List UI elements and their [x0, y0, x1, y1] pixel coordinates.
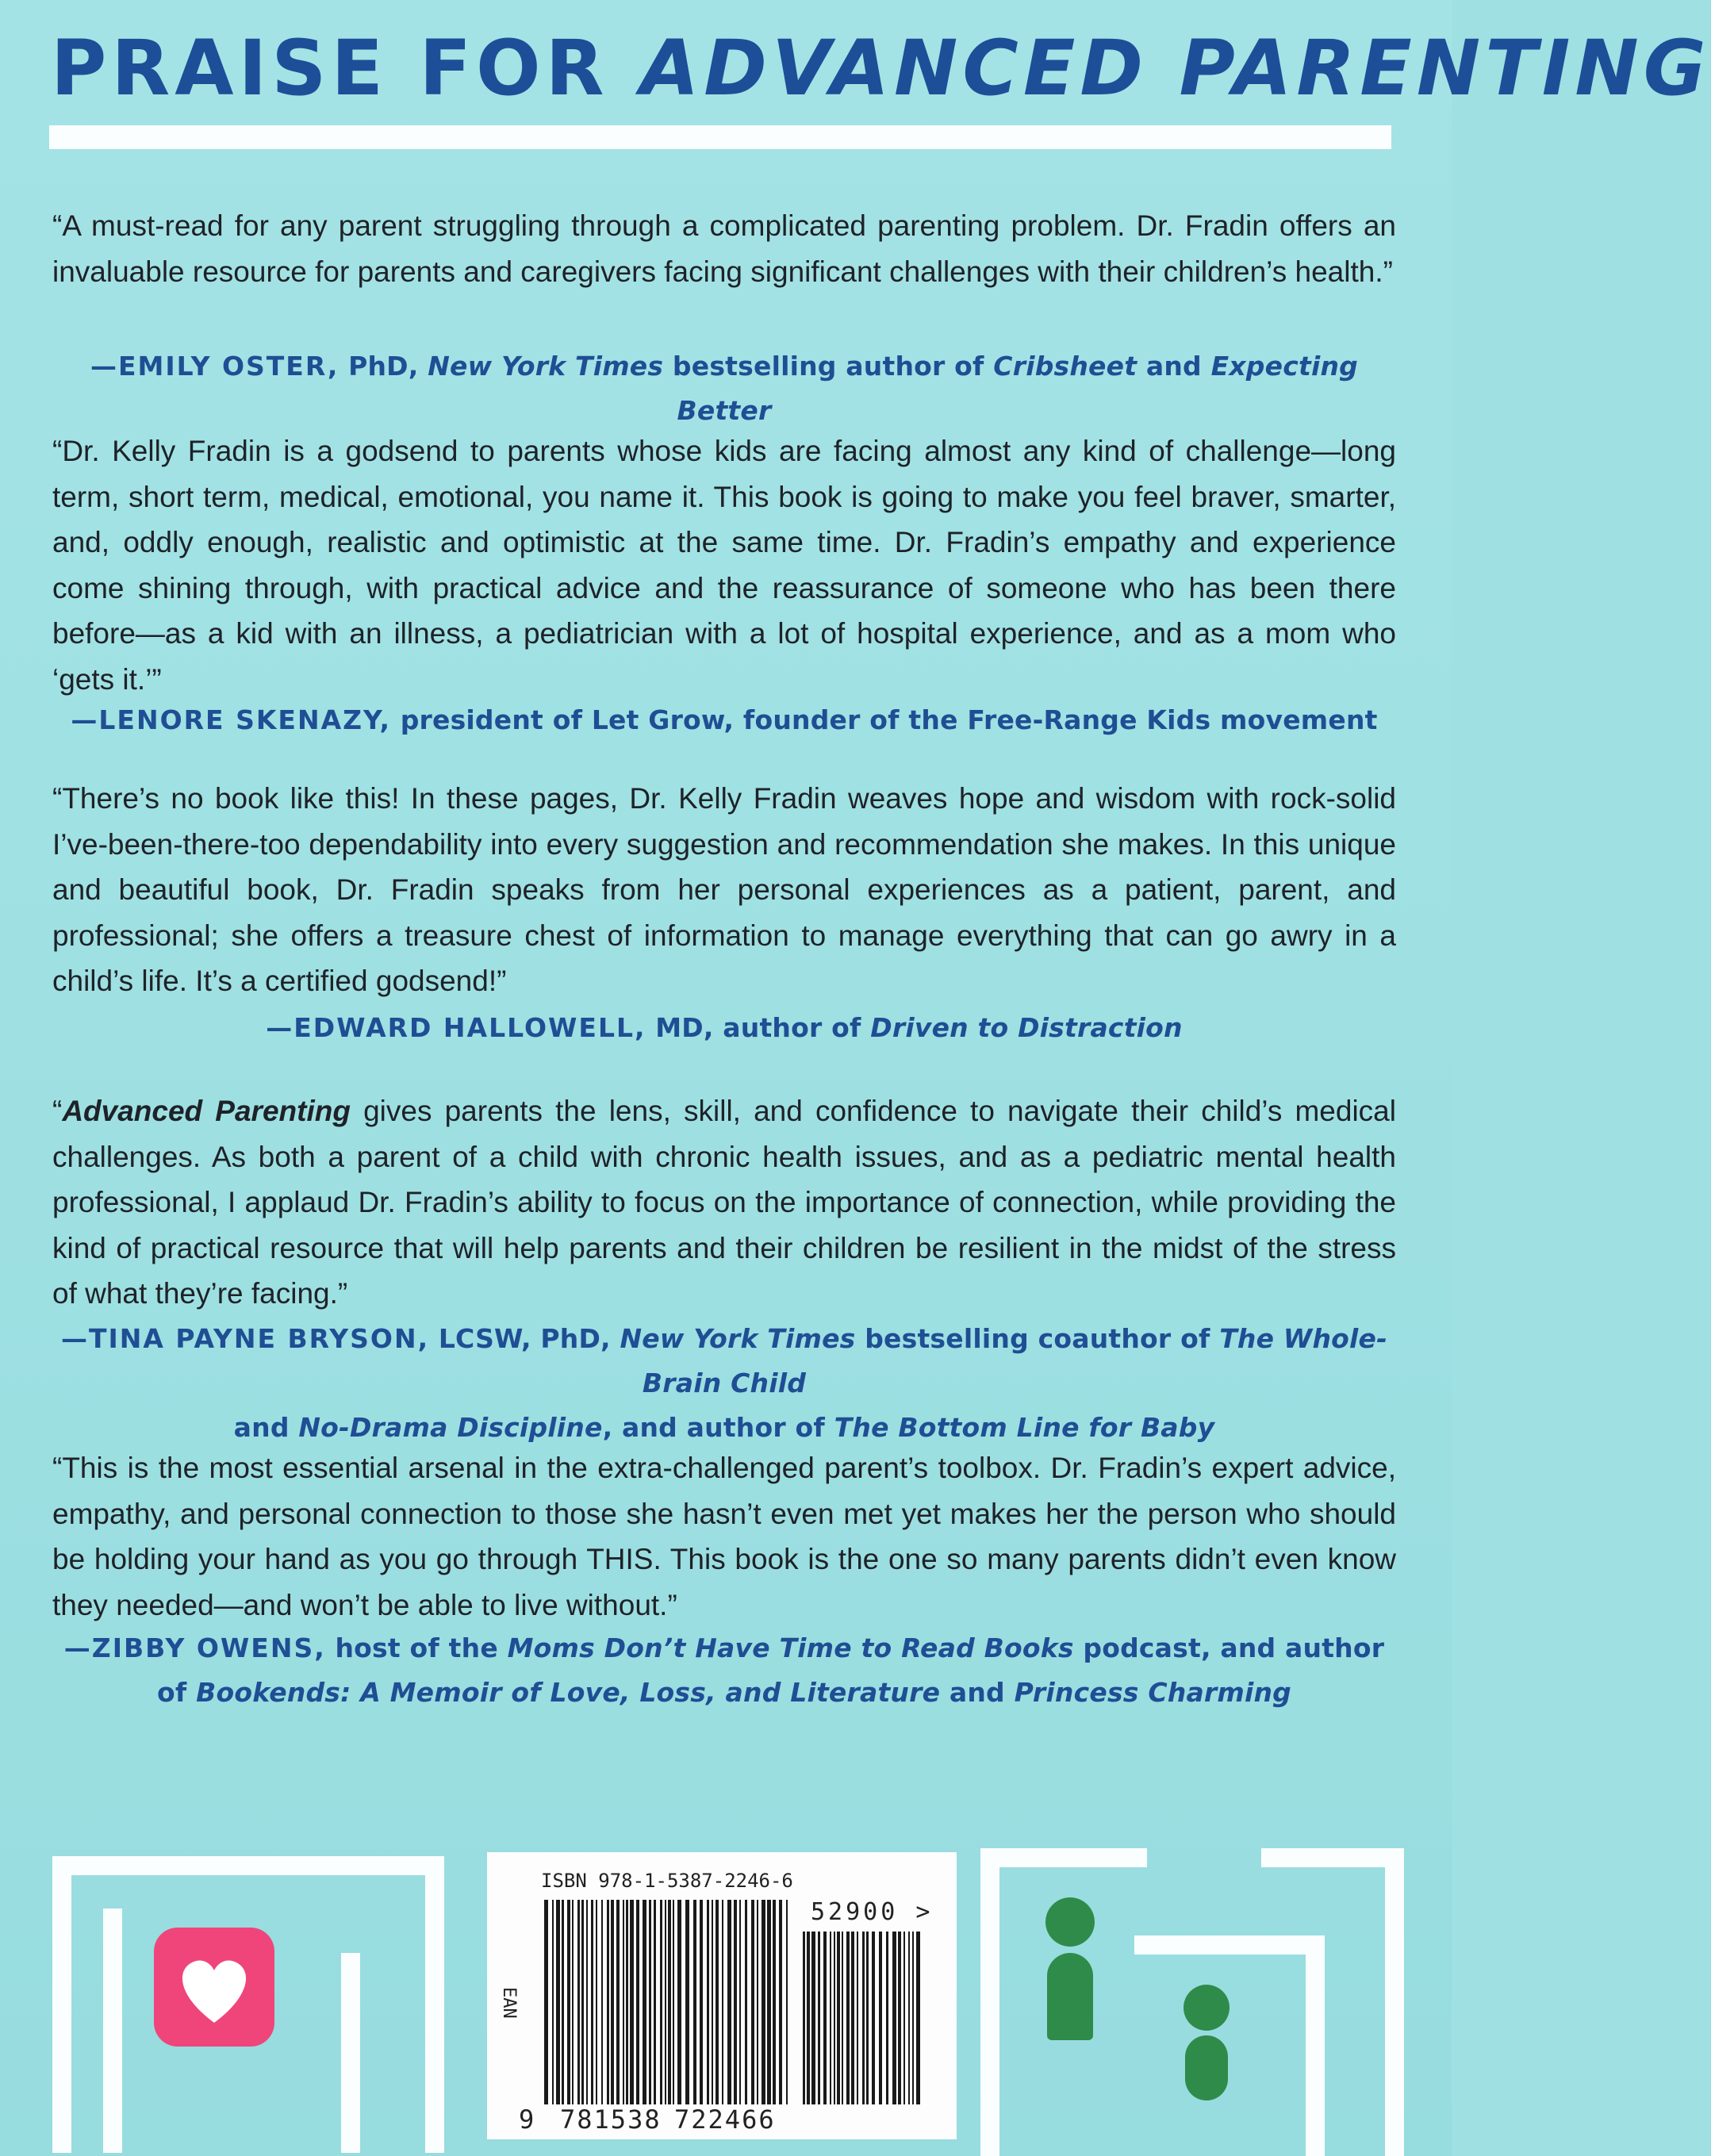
barcode-bar	[916, 1932, 920, 2104]
barcode-bar	[757, 1900, 758, 2104]
barcode-bar	[685, 1900, 689, 2104]
barcode-bar	[654, 1900, 656, 2104]
barcode-bar	[879, 1932, 882, 2104]
quote-attribution: —TINA PAYNE BRYSON, LCSW, PhD, New York Times bestselling coauthor of The Whole-Brain Child and No-Drama Discipline, and author of The Bottom Line for Baby	[60, 1323, 1388, 1443]
heading-underline	[49, 125, 1391, 149]
barcode-bar	[611, 1900, 614, 2104]
barcode-bar	[577, 1900, 580, 2104]
price-code: 52900 >	[811, 1898, 934, 1926]
barcode-bar	[912, 1932, 914, 2104]
barcode-bar	[908, 1932, 910, 2104]
barcode-bar	[851, 1932, 854, 2104]
barcode-bar	[552, 1900, 554, 2104]
barcode-bar	[722, 1900, 723, 2104]
barcode-bar	[837, 1932, 840, 2104]
barcode-bar	[581, 1900, 584, 2104]
barcode-bar	[857, 1932, 858, 2104]
barcode-bar	[693, 1900, 696, 2104]
quote-text: “Dr. Kelly Fradin is a godsend to parents whose kids are facing almost any kind of challenge—long term, short term, medical, emotional, you name it. This book is going to make you feel braver, smarter, and, oddly enough, realistic and optimistic at the same time. Dr. Fradin’s empathy and experience come shining through, with practical advice and the reassurance of someone who has been there before—as a kid with an illness, a pediatrician with a lot of hospital experience, and as a mom who ‘gets it.’”	[52, 435, 1396, 696]
quote-text: “A must-read for any parent struggling through a complicated parenting problem. Dr. Fradin offers an invaluable resource for parents and caregivers facing significant challenges with their children’s health.”	[52, 209, 1396, 288]
barcode-bar	[866, 1932, 869, 2104]
barcode-bar	[886, 1932, 888, 2104]
barcode-bar	[707, 1900, 709, 2104]
barcode-bar	[712, 1900, 713, 2104]
barcode-bar	[892, 1932, 896, 2104]
barcode-bar	[623, 1900, 624, 2104]
barcode-bar	[811, 1932, 815, 2104]
barcode-bar	[751, 1900, 754, 2104]
barcode-bar	[660, 1900, 662, 2104]
barcode-bar	[779, 1900, 782, 2104]
decorative-frame-right-inner	[1134, 1935, 1325, 2156]
barcode-bar	[668, 1900, 671, 2104]
barcode-bar	[586, 1900, 588, 2104]
barcode-bar	[562, 1900, 564, 2104]
barcode-bar	[767, 1900, 771, 2104]
barcode-number-right: 722466	[674, 2104, 776, 2135]
barcode-bar	[544, 1900, 548, 2104]
barcode-panel	[487, 1852, 957, 2139]
barcode-bar	[803, 1932, 805, 2104]
quote-attribution: —EMILY OSTER, PhD, New York Times bestselling author of Cribsheet and Expecting Better	[90, 351, 1358, 426]
barcode-bar	[700, 1900, 703, 2104]
heading-book-title: ADVANCED PARENTING	[639, 24, 1711, 113]
barcode-bar	[734, 1900, 737, 2104]
barcode-bar	[665, 1900, 666, 2104]
barcode-bar	[596, 1900, 597, 2104]
barcode-bar	[818, 1932, 820, 2104]
heart-badge	[154, 1928, 274, 2047]
barcode-bar	[872, 1932, 875, 2104]
quote-text: “There’s no book like this! In these pages, Dr. Kelly Fradin weaves hope and wisdom with rock-solid I’ve-been-there-too dependability into every suggestion and recommendation she makes. In this unique and beautiful book, Dr. Fradin speaks from her personal experiences as a patient, parent, and professional; she offers a treasure chest of information to manage everything that can go awry in a child’s life. It’s a certified godsend!”	[52, 782, 1396, 997]
isbn-label: ISBN 978-1-5387-2246-6	[541, 1870, 793, 1892]
barcode-bar	[591, 1900, 593, 2104]
barcode-number-left: 781538	[560, 2104, 662, 2135]
barcode-bar	[643, 1900, 646, 2104]
barcode-bar	[773, 1900, 776, 2104]
barcode-bar	[762, 1900, 765, 2104]
quote-text: “This is the most essential arsenal in the extra-challenged parent’s toolbox. Dr. Fradin’s expert advice, empathy, and personal connection to those she hasn’t even met yet makes her the person who should be holding your hand as you go through THIS. This book is the one so many parents didn’t even know they needed—and won’t be able to live without.”	[52, 1452, 1396, 1621]
decorative-frame-left-post	[341, 1953, 360, 2153]
quote-text: “Advanced Parenting gives parents the lens, skill, and confidence to navigate their child’s medical challenges. As both a parent of a child with chronic health issues, and as a pediatric mental health professional, I applaud Dr. Fradin’s ability to focus on the importance of connection, while providing the kind of practical resource that will help parents and their children be resilient in the midst of the stress of what they’re facing.”	[52, 1095, 1396, 1310]
barcode-bar	[846, 1932, 850, 2104]
barcode-bar	[607, 1900, 609, 2104]
barcode-bar	[842, 1932, 843, 2104]
quote-attribution: —EDWARD HALLOWELL, MD, author of Driven to Distraction	[266, 1012, 1183, 1043]
heart-icon	[154, 1928, 274, 2047]
praise-heading	[51, 24, 1711, 113]
barcode-bar	[601, 1900, 603, 2104]
price-addon-barcode	[803, 1932, 920, 2104]
barcode-bar	[567, 1900, 570, 2104]
quote-attribution: —ZIBBY OWENS, host of the Moms Don’t Have Time to Read Books podcast, and author of Bookends: A Memoir of Love, Loss, and Literature and Princess Charming	[63, 1632, 1385, 1708]
quote-attribution: —LENORE SKENAZY, president of Let Grow, founder of the Free-Range Kids movement	[71, 704, 1378, 735]
barcode-icon	[544, 1900, 790, 2104]
barcode-bar	[807, 1932, 810, 2104]
barcode-bar	[649, 1900, 651, 2104]
barcode-bar	[739, 1900, 741, 2104]
ean-label: EAN	[499, 1987, 519, 2019]
barcode-bar	[786, 1900, 788, 2104]
barcode-bar	[572, 1900, 574, 2104]
barcode-bar	[677, 1900, 681, 2104]
barcode-bar	[834, 1932, 835, 2104]
barcode-bar	[636, 1900, 639, 2104]
barcode-bar	[556, 1900, 560, 2104]
barcode-bar	[616, 1900, 620, 2104]
barcode-bar	[862, 1932, 865, 2104]
barcode-bar	[673, 1900, 674, 2104]
barcode-number-lead: 9	[519, 2104, 535, 2135]
barcode-bar	[727, 1900, 731, 2104]
barcode-bar	[745, 1900, 747, 2104]
barcode-bar	[715, 1900, 719, 2104]
barcode-bar	[630, 1900, 634, 2104]
barcode-bar	[830, 1932, 831, 2104]
barcode-bar	[898, 1932, 901, 2104]
heading-prefix: PRAISE FOR	[51, 24, 640, 113]
barcode-bar	[903, 1932, 905, 2104]
barcode-bar	[823, 1932, 827, 2104]
barcode-bar	[626, 1900, 628, 2104]
